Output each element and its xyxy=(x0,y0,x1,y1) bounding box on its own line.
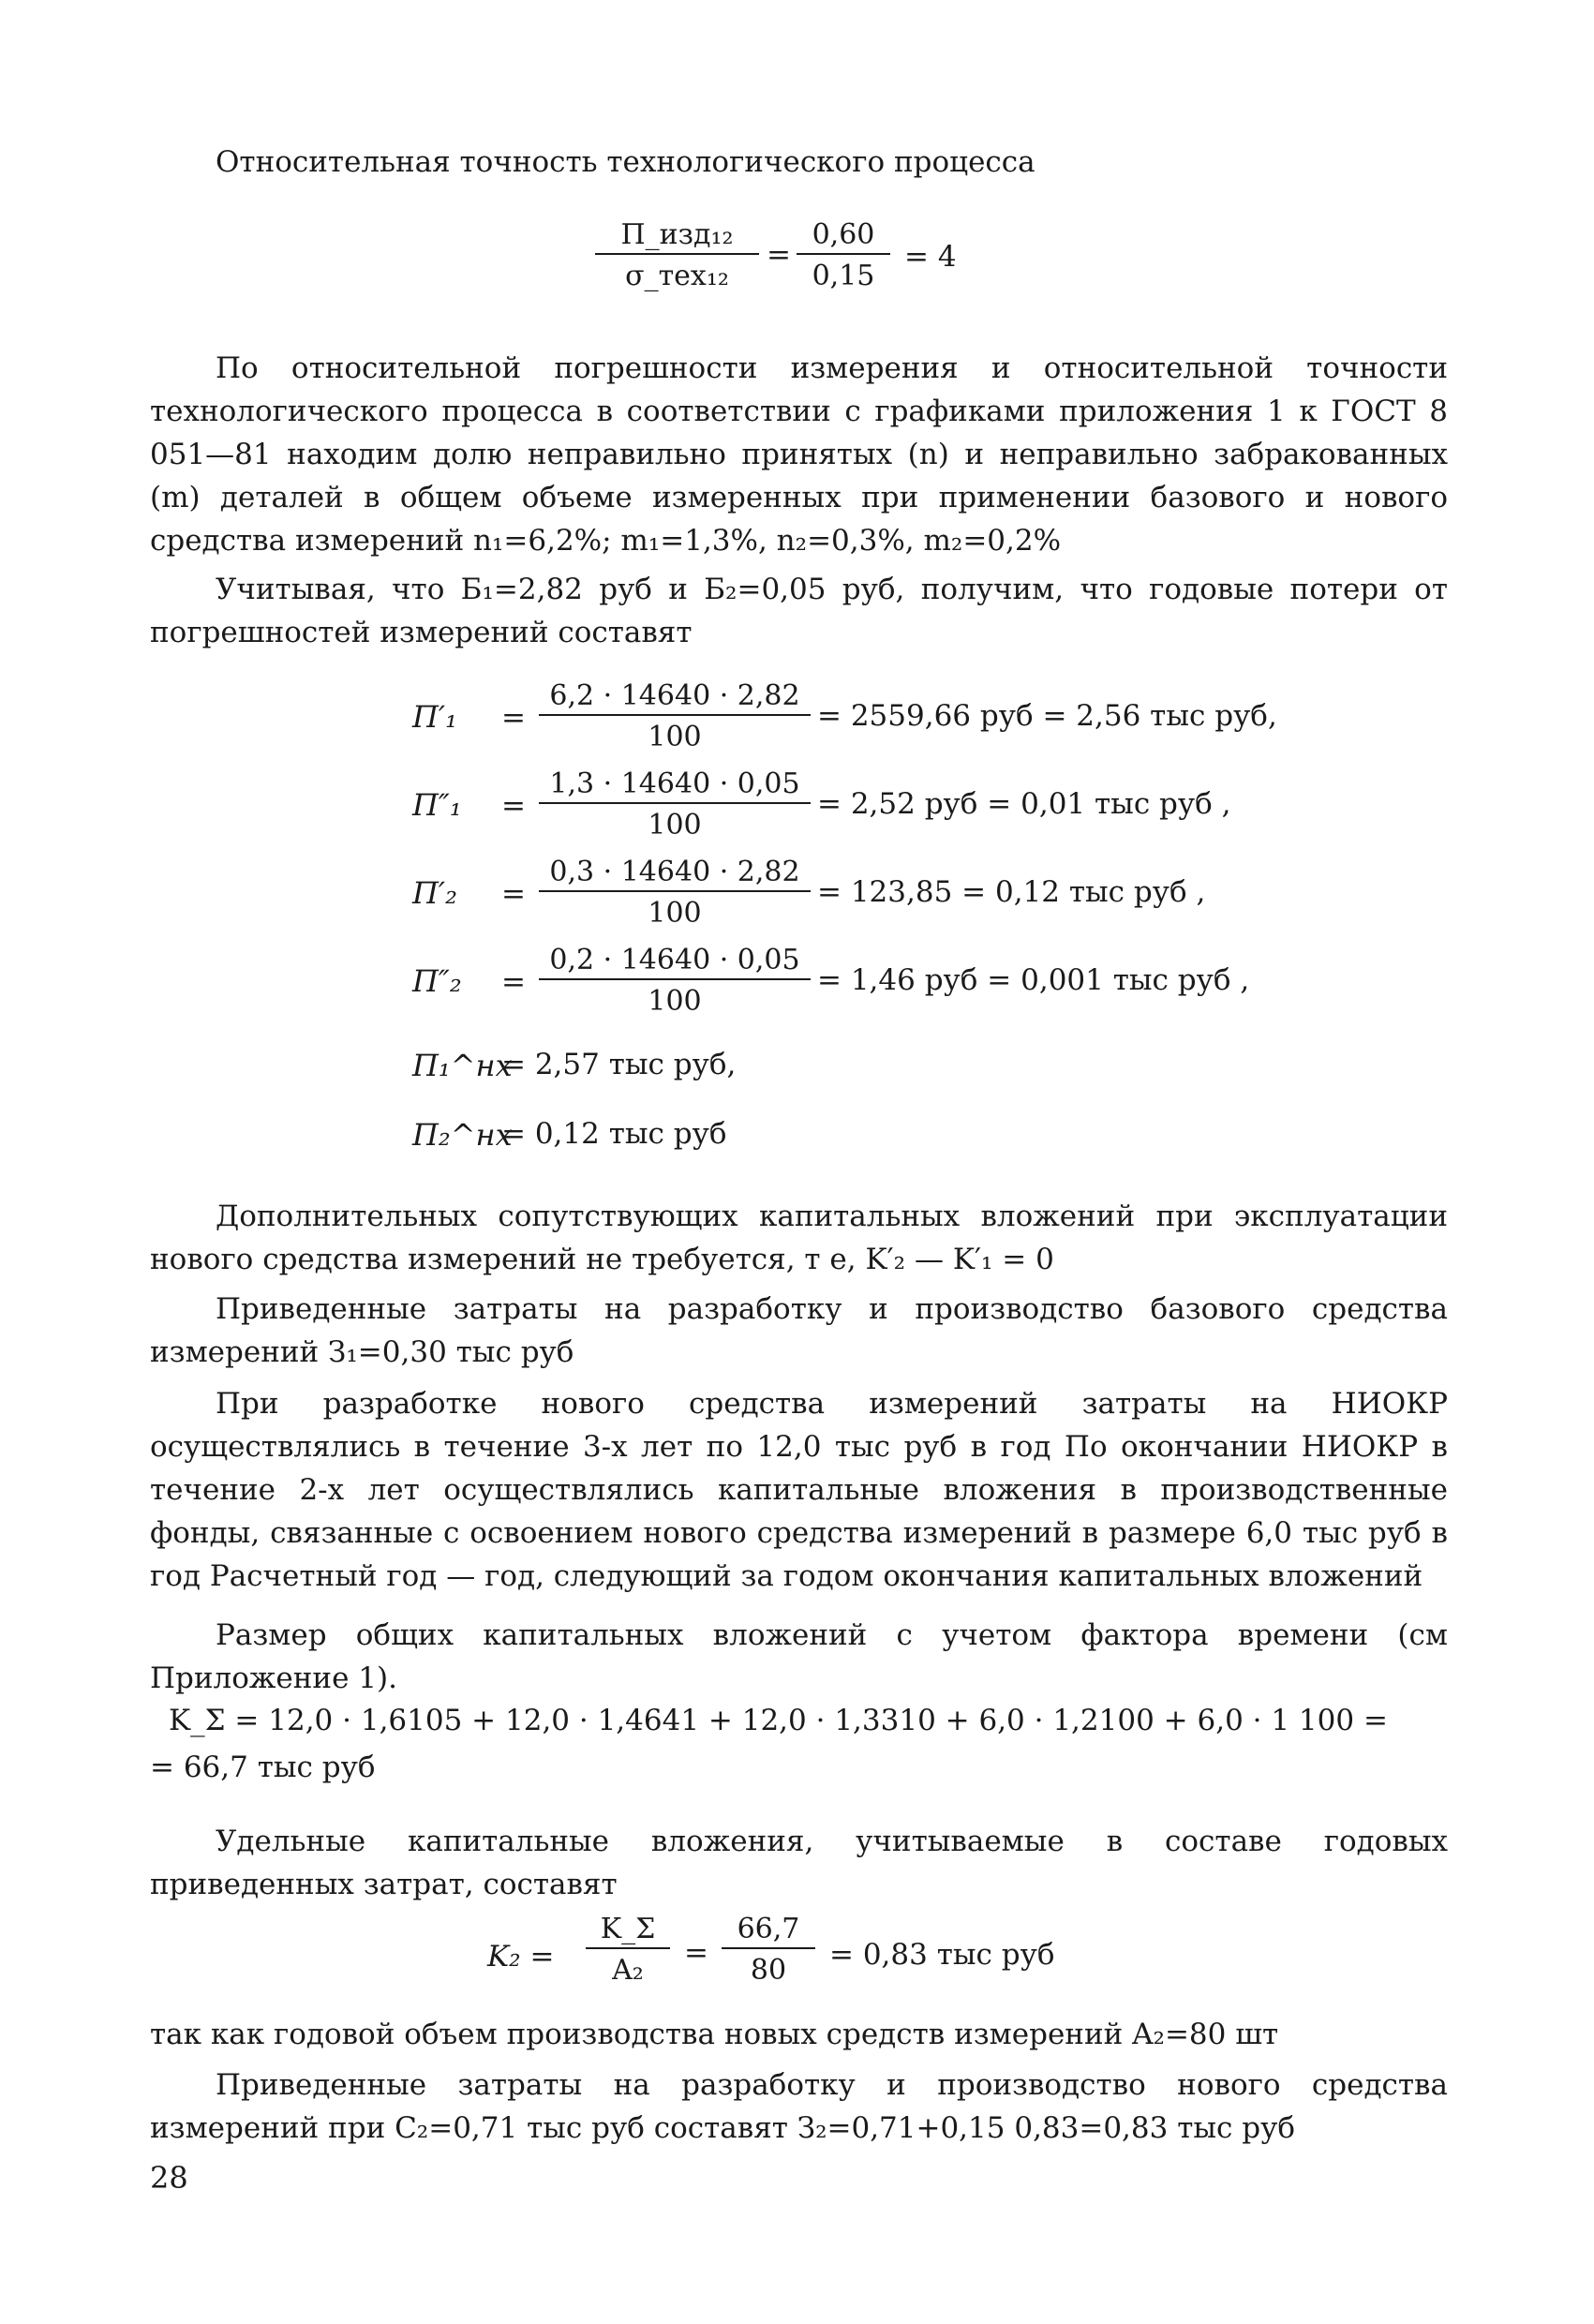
fraction-numerator: 66,7 xyxy=(722,1912,815,1949)
fraction-k2-symbolic xyxy=(586,1912,670,1989)
paragraph-losses-intro: Учитывая, что Б₁=2,82 руб и Б₂=0,05 руб, получим, что годовые потери от погрешностей измерений составят xyxy=(150,573,1448,649)
fraction-numerator: K_Σ xyxy=(586,1912,670,1949)
investment-formula-line-1: K_Σ = 12,0 · 1,6105 + 12,0 · 1,4641 + 12,0 · 1,3310 + 6,0 · 1,2100 + 6,0 · 1 100 = xyxy=(169,1704,1388,1737)
paragraph-additional-investment: Дополнительных сопутствующих капитальных вложений при эксплуатации нового средства измерений не требуется, т е, K′₂ — K′₁ = 0 xyxy=(150,1199,1448,1276)
paragraph-rnd-costs: При разработке нового средства измерений затраты на НИОКР осуществлялись в течение 3-х лет по 12,0 тыс руб в год По окончании НИОКР в течение 2-х лет осуществлялись капитальные вложения в производственные фонды, связанные с освоением нового средства измерений в размере 6,0 тыс руб в год Расчетный год — год, следующий за годом окончания капитальных вложений xyxy=(150,1387,1448,1593)
loss-fraction-2 xyxy=(539,767,811,843)
equals-sign: = xyxy=(501,701,526,735)
fraction-numerator: 0,60 xyxy=(797,217,890,255)
fraction-denominator: 100 xyxy=(648,897,702,930)
total-loss-label-2: П₂^нх xyxy=(412,1117,513,1153)
equals-sign: = xyxy=(501,877,526,911)
fraction-numerator: 0,2 · 14640 · 0,05 xyxy=(539,943,811,980)
fraction-denominator: 100 xyxy=(648,985,702,1018)
fraction-accuracy-symbolic xyxy=(595,217,759,294)
loss-fraction-4 xyxy=(539,943,811,1020)
paragraph-accuracy-intro: Относительная точность технологического процесса xyxy=(216,145,1035,179)
loss-fraction-3 xyxy=(539,855,811,931)
fraction-denominator: 80 xyxy=(750,1954,787,1987)
paragraph-new-costs: Приведенные затраты на разработку и производство нового средства измерений при C₂=0,71 тыс руб составят З₂=0,71+0,15 0,83=0,83 тыс руб xyxy=(150,2068,1448,2145)
fraction-numerator: П_изд₁₂ xyxy=(595,217,759,255)
equals-sign: = xyxy=(501,965,526,999)
loss-label-4: П″₂ xyxy=(412,963,462,999)
paragraph-total-investment: Размер общих капитальных вложений с учетом фактора времени (см Приложение 1). xyxy=(150,1618,1448,1695)
paragraph-error-shares: По относительной погрешности измерения и относительной точности технологического процесса в соответствии с графиками приложения 1 к ГОСТ 8 051—81 находим долю неправильно принятых (n) и неправильно забракованных (m) деталей в общем объеме измеренных при применении базового и нового средства измерений n₁=6,2%; m₁=1,3%, n₂=0,3%, m₂=0,2% xyxy=(150,351,1448,558)
paragraph-annual-volume: так как годовой объем производства новых средств измерений A₂=80 шт xyxy=(150,2018,1279,2051)
fraction-denominator: 100 xyxy=(648,721,702,753)
loss-label-3: П′₂ xyxy=(412,875,457,911)
fraction-accuracy-numeric xyxy=(797,217,890,294)
total-loss-result-1: = 2,57 тыс руб, xyxy=(501,1048,737,1081)
total-loss-label-1: П₁^нх xyxy=(412,1048,513,1083)
investment-formula-line-2: = 66,7 тыс руб xyxy=(150,1750,376,1784)
loss-label-2: П″₁ xyxy=(412,787,462,823)
k2-lhs: K₂ = xyxy=(487,1940,555,1974)
equals-sign: = xyxy=(684,1936,708,1970)
loss-result-3: = 123,85 = 0,12 тыс руб , xyxy=(817,875,1206,909)
k2-result: = 0,83 тыс руб xyxy=(829,1938,1055,1972)
equals-sign: = xyxy=(767,238,791,272)
loss-label-1: П′₁ xyxy=(412,699,457,735)
total-loss-result-2: = 0,12 тыс руб xyxy=(501,1117,727,1151)
accuracy-result: = 4 xyxy=(904,240,957,274)
loss-result-2: = 2,52 руб = 0,01 тыс руб , xyxy=(817,787,1231,821)
paragraph-specific-investment: Удельные капитальные вложения, учитываемые в составе годовых приведенных затрат, составят xyxy=(150,1825,1448,1901)
fraction-k2-numeric xyxy=(722,1912,815,1989)
fraction-numerator: 0,3 · 14640 · 2,82 xyxy=(539,855,811,892)
loss-result-1: = 2559,66 руб = 2,56 тыс руб, xyxy=(817,699,1277,733)
fraction-denominator: σ_тех₁₂ xyxy=(625,260,729,292)
page-number: 28 xyxy=(150,2160,188,2196)
fraction-denominator: 100 xyxy=(648,809,702,842)
equals-sign: = xyxy=(501,789,526,823)
loss-result-4: = 1,46 руб = 0,001 тыс руб , xyxy=(817,963,1250,997)
fraction-denominator: A₂ xyxy=(612,1954,644,1987)
fraction-numerator: 1,3 · 14640 · 0,05 xyxy=(539,767,811,804)
fraction-denominator: 0,15 xyxy=(812,260,875,292)
loss-fraction-1 xyxy=(539,678,811,755)
paragraph-base-costs: Приведенные затраты на разработку и производство базового средства измерений З₁=0,30 тыс руб xyxy=(150,1292,1448,1369)
fraction-numerator: 6,2 · 14640 · 2,82 xyxy=(539,678,811,716)
